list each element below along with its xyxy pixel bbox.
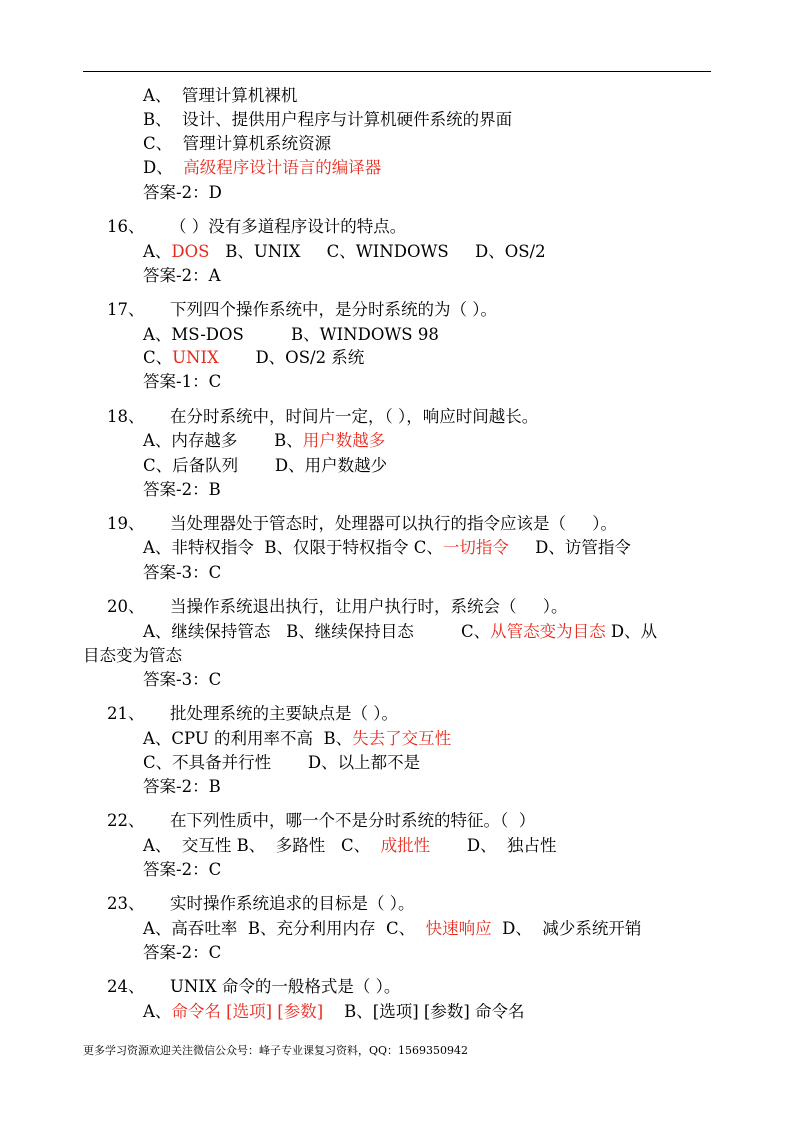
options-line: A、高吞吐率 B、充分利用内存 C、 快速响应 D、 减少系统开销 (143, 919, 642, 938)
answer-line: 答案-2：A (143, 266, 221, 285)
question-text: 下列四个操作系统中，是分时系统的为（ ）。 (170, 300, 497, 319)
options-line: 目态变为管态 (83, 646, 182, 665)
options-line: C、后备队列 D、用户数越少 (143, 456, 388, 475)
question-text: （ ）没有多道程序设计的特点。 (170, 217, 407, 236)
answer-line: 答案-1：C (143, 372, 222, 391)
question-number: 24、 (107, 977, 145, 996)
answer-line: 答案-2：C (143, 943, 222, 962)
answer-line: 答案-3：C (143, 563, 222, 582)
answer-line: 答案-2：B (143, 480, 221, 499)
question-text: UNIX 命令的一般格式是（ ）。 (170, 977, 401, 996)
question-number: 19、 (107, 514, 145, 533)
question-text: 当处理器处于管态时，处理器可以执行的指令应该是（ ）。 (170, 514, 617, 533)
answer-highlight: UNIX (172, 348, 219, 367)
answer-highlight: 一切指令 (442, 538, 509, 557)
options-line: A、CPU 的利用率不高 B、失去了交互性 (143, 729, 452, 748)
answer-line: 答案-3：C (143, 670, 222, 689)
question-number: 20、 (107, 597, 145, 616)
answer-highlight: DOS (171, 242, 210, 261)
options-line: A、 交互性 B、 多路性 C、 成批性 D、 独占性 (143, 836, 557, 855)
option-a: A、 管理计算机裸机 (143, 86, 298, 105)
answer-highlight: 用户数越多 (302, 431, 386, 450)
answer-highlight: 快速响应 (425, 919, 492, 938)
answer-line: 答案-2：D (143, 183, 222, 202)
question-text: 在下列性质中，哪一个不是分时系统的特征。（ ） (170, 811, 536, 830)
options-line: A、MS-DOS B、WINDOWS 98 (143, 325, 439, 344)
options-line: A、继续保持管态 B、继续保持目态 C、从管态变为目态 D、从 (143, 622, 658, 641)
question-text: 在分时系统中，时间片一定，（ ），响应时间越长。 (170, 407, 539, 426)
question-number: 21、 (107, 704, 145, 723)
question-text: 当操作系统退出执行，让用户执行时，系统会（ ）。 (170, 597, 568, 616)
answer-line: 答案-2：C (143, 860, 222, 879)
question-text: 批处理系统的主要缺点是（ ）。 (170, 704, 398, 723)
answer-highlight: 命令名 [选项] [参数] (171, 1002, 324, 1021)
question-number: 18、 (107, 407, 145, 426)
options-line: C、UNIX D、OS/2 系统 (143, 348, 365, 367)
question-number: 22、 (107, 811, 145, 830)
question-number: 23、 (107, 894, 145, 913)
options-line: A、内存越多 B、用户数越多 (143, 431, 386, 450)
question-number: 16、 (107, 217, 145, 236)
options-line: A、DOS B、UNIX C、WINDOWS D、OS/2 (143, 242, 546, 261)
answer-highlight: 从管态变为目态 (490, 622, 606, 641)
options-line: C、不具备并行性 D、以上都不是 (143, 753, 421, 772)
answer-highlight: 成批性 (380, 836, 431, 855)
options-line: A、命令名 [选项] [参数] B、[选项] [参数] 命令名 (143, 1002, 525, 1021)
option-b: B、 设计、提供用户程序与计算机硬件系统的界面 (143, 110, 513, 129)
page-footer: 更多学习资源欢迎关注微信公众号：峰子专业课复习资料，QQ：1569350942 (83, 1044, 469, 1057)
question-text: 实时操作系统追求的目标是（ ）。 (170, 894, 415, 913)
option-d: D、 高级程序设计语言的编译器 (143, 158, 382, 177)
question-number: 17、 (107, 300, 145, 319)
answer-highlight: 失去了交互性 (352, 729, 452, 748)
answer-highlight: 高级程序设计语言的编译器 (183, 158, 382, 177)
option-c: C、 管理计算机系统资源 (143, 134, 332, 153)
answer-line: 答案-2：B (143, 777, 221, 796)
options-line: A、非特权指令 B、仅限于特权指令 C、一切指令 D、访管指令 (143, 538, 631, 557)
header-rule (83, 71, 711, 72)
